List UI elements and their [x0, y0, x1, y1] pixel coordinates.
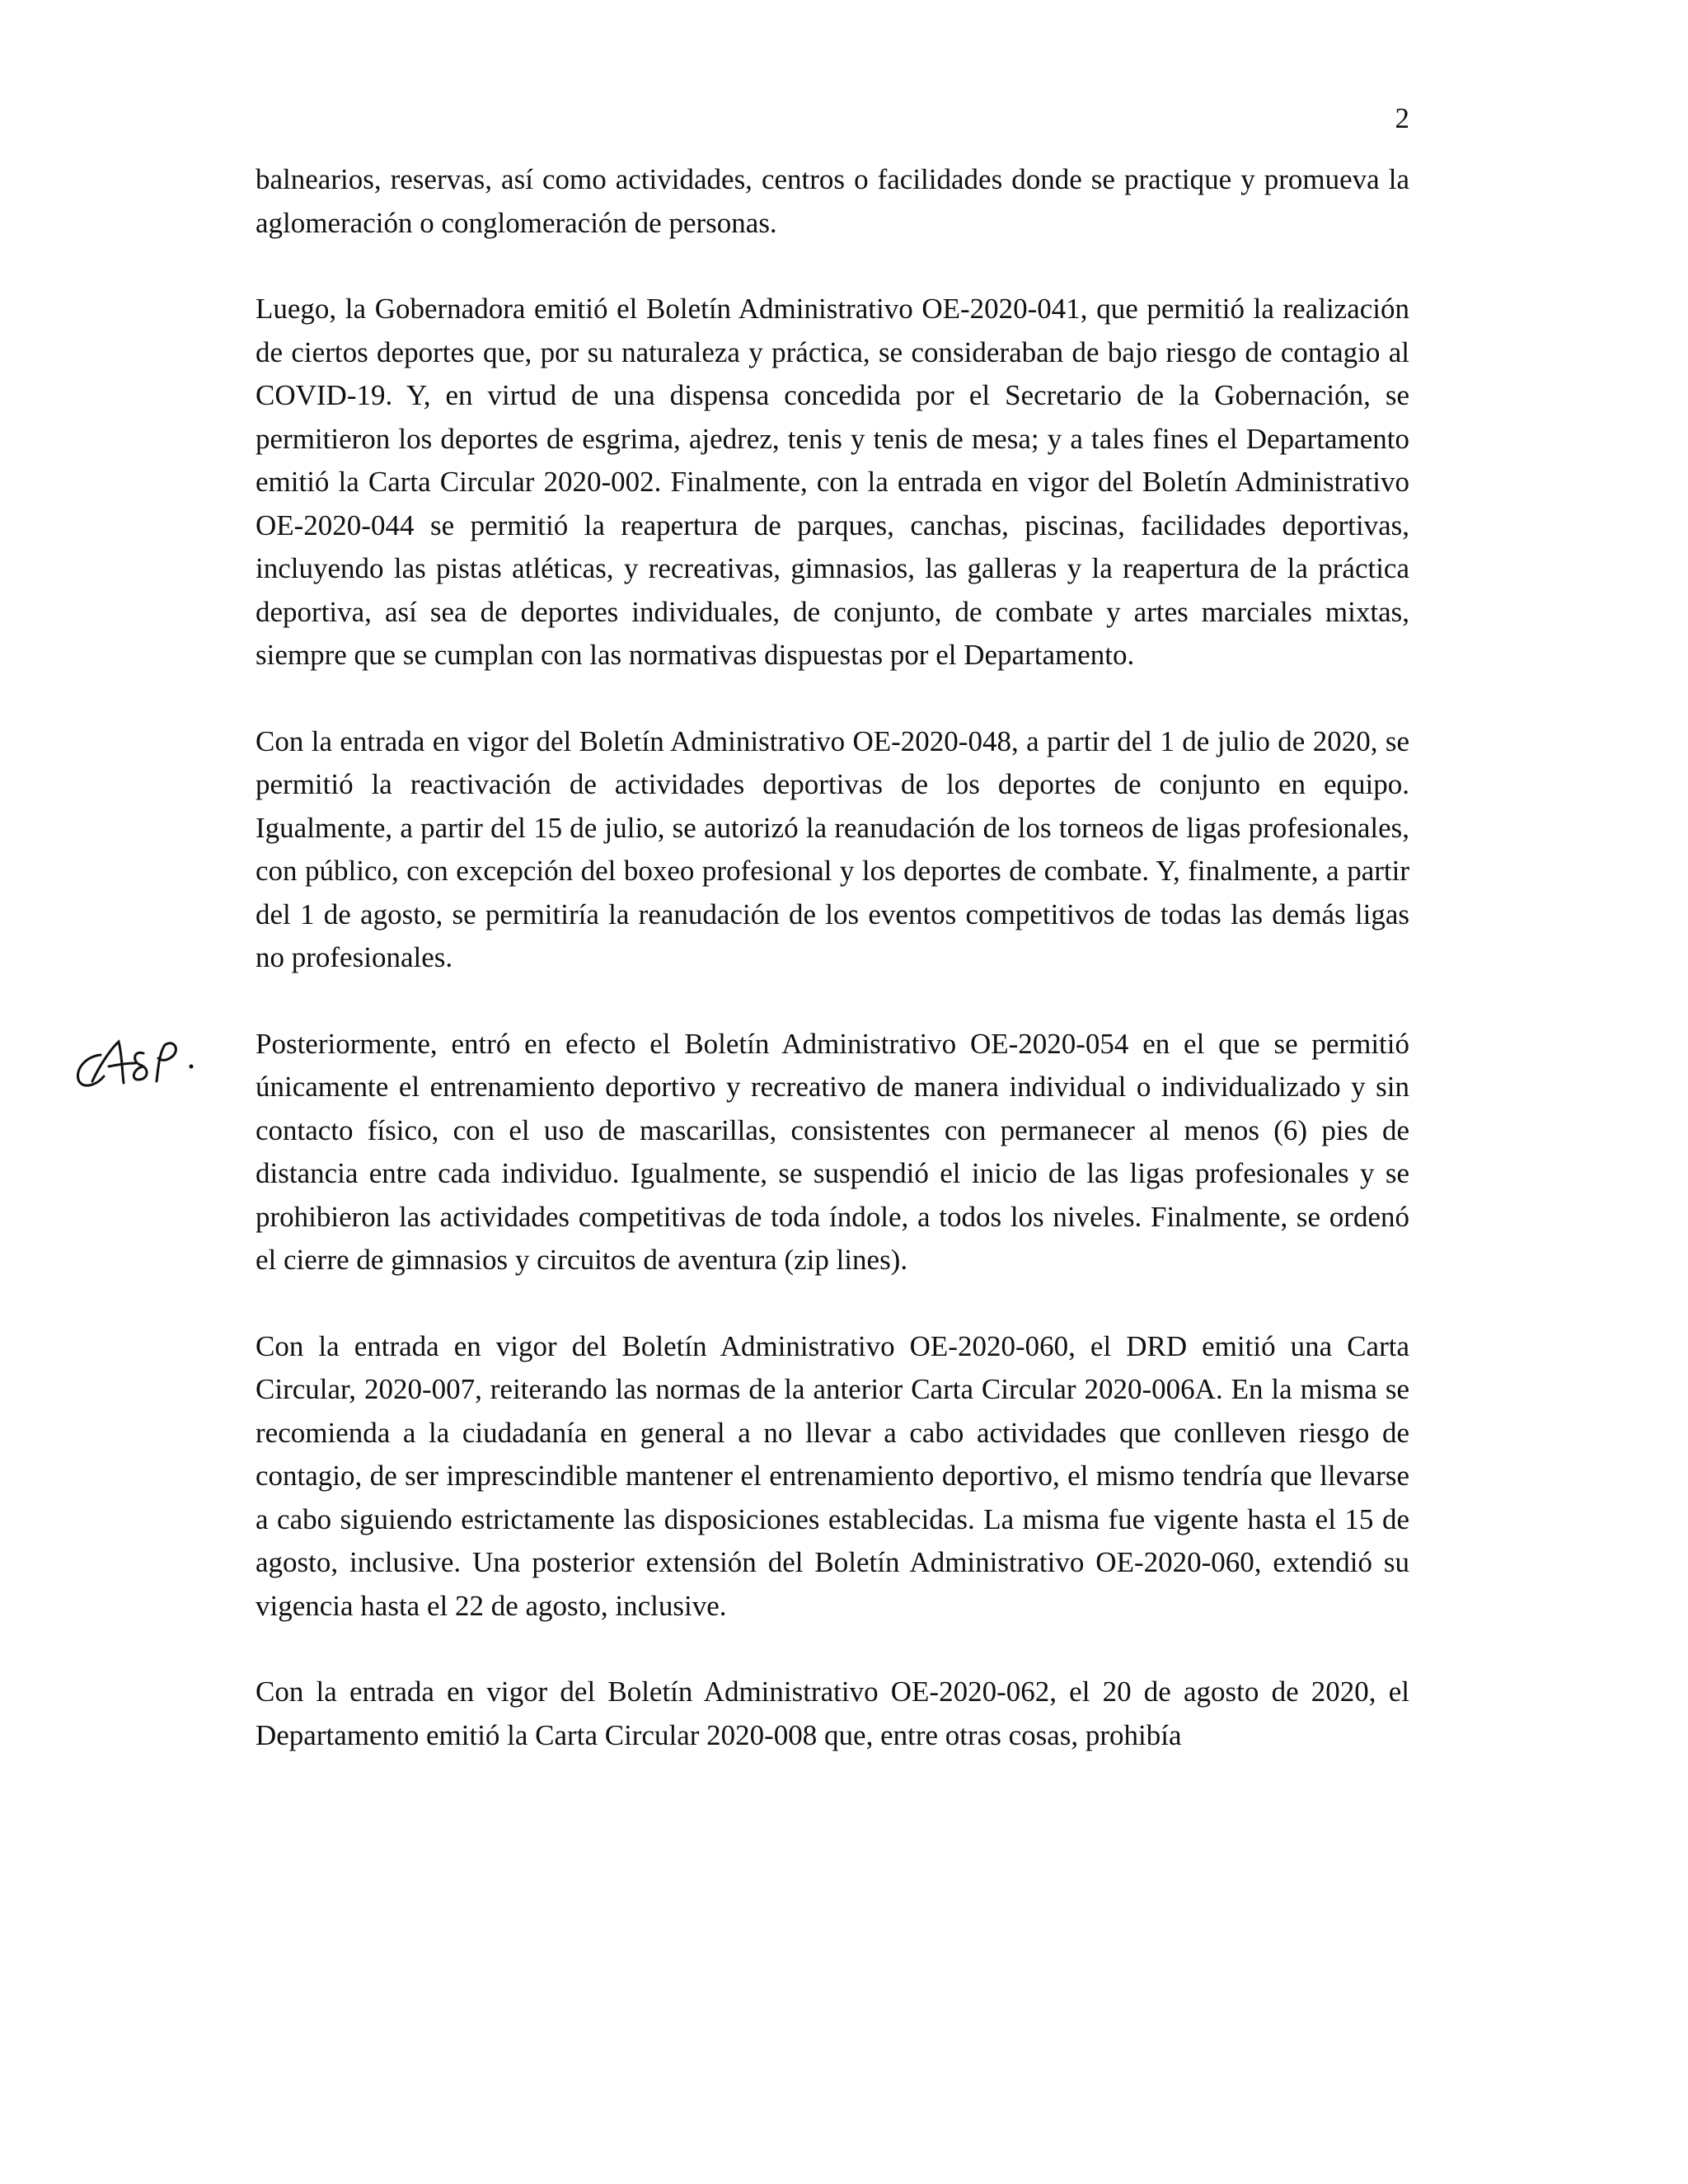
- handwritten-initials: [68, 1030, 208, 1104]
- paragraph-2: Luego, la Gobernadora emitió el Boletín Administrativo OE-2020-041, que permitió la realización de ciertos deportes que, por su naturaleza y práctica, se consideraban de bajo riesgo de contagio al COVID-19. Y, en virtud de una dispensa concedida por el Secretario de la Gobernación, se permitieron los deportes de esgrima, ajedrez, tenis y tenis de mesa; y a tales fines el Departamento emitió la Carta Circular 2020-002. Finalmente, con la entrada en vigor del Boletín Administrativo OE-2020-044 se permitió la reapertura de parques, canchas, piscinas, facilidades deportivas, incluyendo las pistas atléticas, y recreativas, gimnasios, las galleras y la reapertura de la práctica deportiva, así sea de deportes individuales, de conjunto, de combate y artes marciales mixtas, siempre que se cumplan con las normativas dispuestas por el Departamento.: [256, 293, 1409, 671]
- signature-icon: [68, 1030, 208, 1104]
- paragraph-3: Con la entrada en vigor del Boletín Administrativo OE-2020-048, a partir del 1 de julio de 2020, se permitió la reactivación de actividades deportivas de los deportes de conjunto en equipo. Igualmente, a partir del 15 de julio, se autorizó la reanudación de los torneos de ligas profesionales, con público, con excepción del boxeo profesional y los deportes de combate. Y, finalmente, a partir del 1 de agosto, se permitiría la reanudación de los eventos competitivos de todas las demás ligas no profesionales.: [256, 724, 1409, 973]
- document-body: [256, 158, 1409, 1800]
- paragraph-6: Con la entrada en vigor del Boletín Administrativo OE-2020-062, el 20 de agosto de 2020, el Departamento emitió la Carta Circular 2020-008 que, entre otras cosas, prohibía: [256, 1675, 1409, 1751]
- paragraph-1: balnearios, reservas, así como actividades, centros o facilidades donde se practique y promueva la aglomeración o conglomeración de personas.: [256, 163, 1409, 239]
- page-number: 2: [1395, 102, 1409, 134]
- paragraph-5: Con la entrada en vigor del Boletín Administrativo OE-2020-060, el DRD emitió una Carta Circular, 2020-007, reiterando las normas de la anterior Carta Circular 2020-006A. En la misma se recomienda a la ciudadanía en general a no llevar a cabo actividades que conlleven riesgo de contagio, de ser imprescindible mantener el entrenamiento deportivo, el mismo tendría que llevarse a cabo siguiendo estrictamente las disposiciones establecidas. La misma fue vigente hasta el 15 de agosto, inclusive. Una posterior extensión del Boletín Administrativo OE-2020-060, extendió su vigencia hasta el 22 de agosto, inclusive.: [256, 1329, 1409, 1622]
- paragraph-4: Posteriormente, entró en efecto el Boletín Administrativo OE-2020-054 en el que se permitió únicamente el entrenamiento deportivo y recreativo de manera individual o individualizado y sin contacto físico, con el uso de mascarillas, consistentes con permanecer al menos (6) pies de distancia entre cada individuo. Igualmente, se suspendió el inicio de las ligas profesionales y se prohibieron las actividades competitivas de toda índole, a todos los niveles. Finalmente, se ordenó el cierre de gimnasios y circuitos de aventura (zip lines).: [256, 1027, 1409, 1276]
